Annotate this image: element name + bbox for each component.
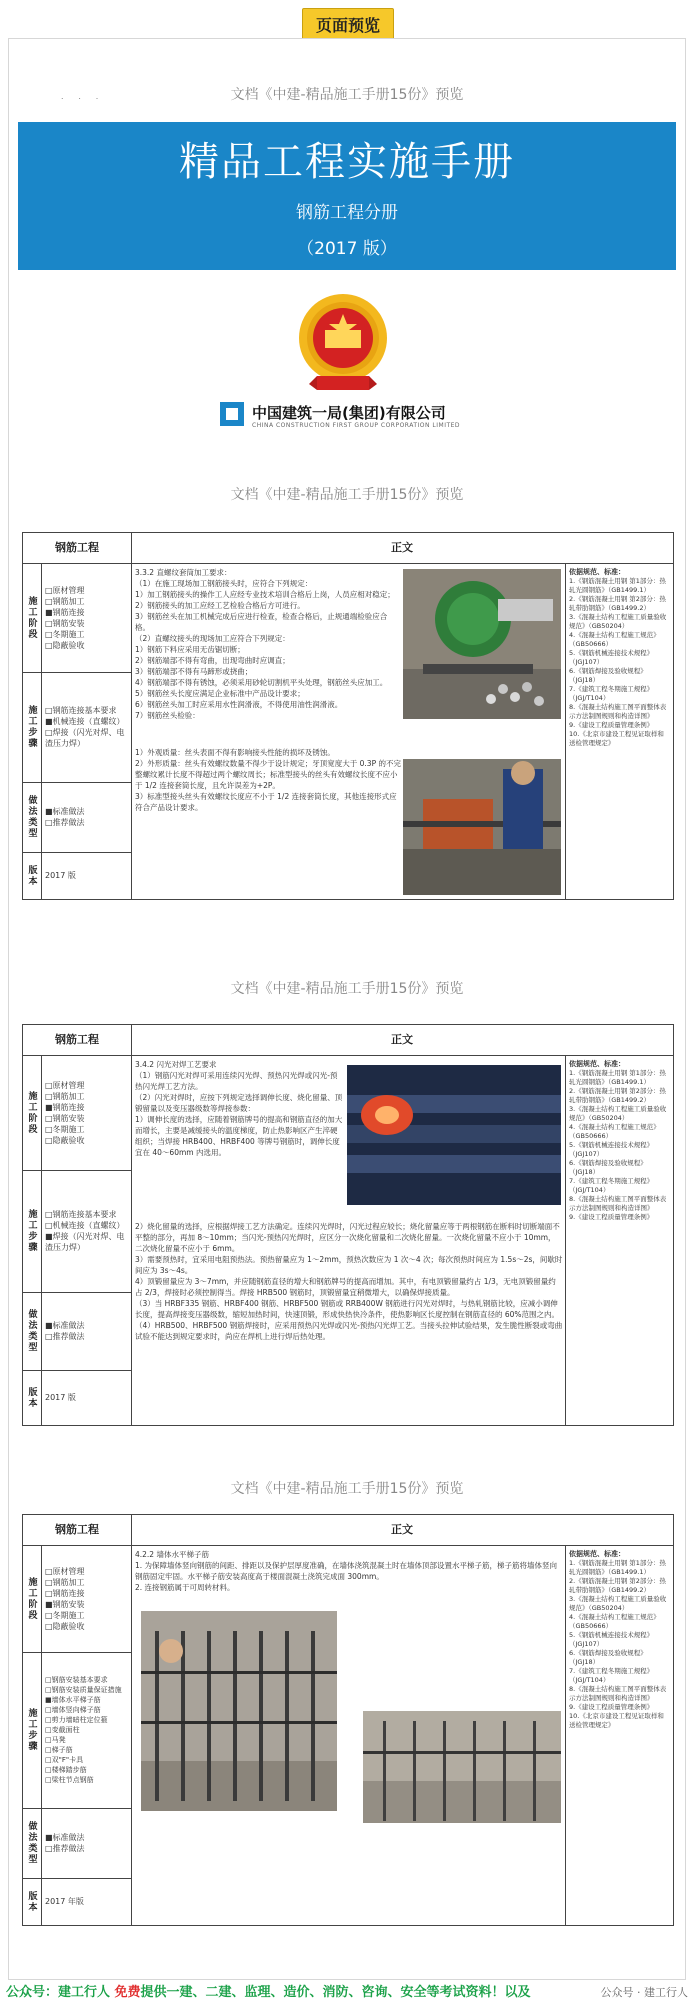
section-label: 做法类型 <box>23 1292 42 1370</box>
paragraph: （2）直螺纹接头的现场加工应符合下列规定： <box>135 634 290 643</box>
list-item: ■钢筋安装 <box>45 1600 85 1609</box>
paragraph: 2）钢筋接头的加工应经工艺检验合格后方可进行。 <box>135 601 305 610</box>
header-category: 钢筋工程 <box>23 1025 132 1055</box>
section-label: 施工步骤 <box>23 1652 42 1808</box>
section-label: 做法类型 <box>23 1808 42 1878</box>
section-items <box>45 1170 129 1292</box>
cscec-logo-icon <box>220 402 244 426</box>
paragraph: 3）钢筋丝头在加工机械完成后应进行检查，检查合格后，止规通端检验应合格。 <box>135 612 388 632</box>
list-item: 2017 年版 <box>45 1897 84 1906</box>
section-items <box>45 1056 129 1170</box>
side-column <box>23 1546 132 1925</box>
header-category: 钢筋工程 <box>23 533 132 563</box>
section-items <box>45 852 129 899</box>
company-logo-block <box>220 402 470 436</box>
list-item: □钢筋连接 <box>45 1589 85 1598</box>
table-header <box>23 1025 673 1056</box>
paragraph: （2）闪光对焊时，应按下列规定选择调伸长度、烧化留量、顶锻留量以及变压器级数等焊接参数： <box>135 1093 343 1113</box>
list-item: □钢筋连接基本要求 <box>45 1210 117 1219</box>
section-items <box>45 1370 129 1425</box>
table-header <box>23 1515 673 1546</box>
list-item: 6.《钢筋焊接及验收规程》（JGJ18） <box>569 1649 647 1666</box>
list-item: 8.《混凝土结构施工图平面整体表示方法制图规则和构造详图》 <box>569 703 667 720</box>
list-item: 10.《北京市建设工程见证取样和送检管理规定》 <box>569 730 664 747</box>
cover-year: （2017 版） <box>297 239 397 259</box>
body-text-top <box>135 567 397 743</box>
list-item: 9.《建设工程质量管理条例》 <box>569 721 654 729</box>
page-caption: 文档《中建-精品施工手册15份》预览 <box>230 87 464 103</box>
list-item: 7.《建筑工程冬期施工规程》（JGJ/T104） <box>569 1177 654 1194</box>
list-item: 5.《钢筋机械连接技术规程》（JGJ107） <box>569 1141 654 1158</box>
list-item: □变截面柱 <box>45 1726 80 1734</box>
section-steps <box>23 1652 131 1809</box>
list-item: 9.《建设工程质量管理条例》 <box>569 1213 654 1221</box>
paragraph: 4）钢筋端部不得有锈蚀，必须采用砂轮切割机平头处理，钢筋丝头应加工。 <box>135 678 388 687</box>
list-item: □墙体竖向梯子筋 <box>45 1706 101 1714</box>
list-item: □原材管理 <box>45 586 85 595</box>
list-item: □推荐做法 <box>45 818 85 827</box>
list-item: □冬期施工 <box>45 1125 85 1134</box>
section-version <box>23 852 131 899</box>
page-caption: 文档《中建-精品施工手册15份》预览 <box>230 981 464 997</box>
paragraph: 2）烧化留量的选择，应根据焊接工艺方法确定。连续闪光焊时，闪光过程应较长；烧化留量应等于两根钢筋在断料时切断端面不平整的部分，再加 8～10mm；当闪光-预热闪光焊时，应区分一次烧化留量和二次烧化留量。一次烧化留量不应小于 10mm，二次烧化留量不应小于 6mm。 <box>135 1222 560 1253</box>
list-item: □冬期施工 <box>45 1611 85 1620</box>
section-items <box>45 782 129 852</box>
section-label: 施工阶段 <box>23 1546 42 1652</box>
paragraph: 2）钢筋端部不得有弯曲，出现弯曲时应调直； <box>135 656 290 665</box>
list-item: ■钢筋连接 <box>45 608 85 617</box>
paragraph: 2）外形质量：丝头有效螺纹数量不得少于设计规定；牙顶宽度大于 0.3P 的不完整螺纹累计长度不得超过两个螺纹周长；标准型接头的丝头有效螺纹长度不应小于 1/2 连接套筒长度，且允许误差为+2P。 <box>135 759 401 790</box>
list-item: 2.《钢筋混凝土用钢 第2部分：热轧带肋钢筋》（GB1499.2） <box>569 1577 666 1594</box>
list-item: □梯子筋 <box>45 1746 73 1754</box>
paragraph: 3.4.2 闪光对焊工艺要求 <box>135 1060 217 1069</box>
promo-footer <box>0 1980 694 2008</box>
list-item: ■标准做法 <box>45 807 85 816</box>
list-item: □原材管理 <box>45 1081 85 1090</box>
list-item: □钢筋加工 <box>45 1092 85 1101</box>
section-items <box>45 1292 129 1370</box>
section-items <box>45 564 129 672</box>
section-stage <box>23 1546 131 1653</box>
paragraph: 3.3.2 直螺纹套筒加工要求： <box>135 568 232 577</box>
promo-free-label: 免费 <box>114 1985 141 2000</box>
list-item: □马凳 <box>45 1736 66 1744</box>
section-label: 施工阶段 <box>23 564 42 672</box>
cover-dots: ˙ ˙ ˙ <box>60 98 105 108</box>
list-item: □隐蔽验收 <box>45 641 85 650</box>
section-type <box>23 1292 131 1371</box>
list-item: 1.《钢筋混凝土用钢 第1部分：热轧光圆钢筋》（GB1499.1） <box>569 1069 666 1086</box>
paragraph: 1）钢筋下料应采用无齿锯切断； <box>135 645 245 654</box>
list-item: 2017 版 <box>45 1393 76 1402</box>
list-item: 6.《钢筋焊接及验收规程》（JGJ18） <box>569 1159 647 1176</box>
section-items <box>45 1652 129 1808</box>
list-item: □机械连接（直螺纹） <box>45 1221 125 1230</box>
list-item: □冬期施工 <box>45 630 85 639</box>
list-item: 8.《混凝土结构施工图平面整体表示方法制图规则和构造详图》 <box>569 1685 667 1702</box>
body-text-bottom <box>135 747 403 837</box>
section-stage <box>23 1056 131 1171</box>
section-version <box>23 1878 131 1925</box>
paragraph: 5）钢筋丝头长度应满足企业标准中产品设计要求； <box>135 689 305 698</box>
list-item: 2017 版 <box>45 871 76 880</box>
paragraph: 4.2.2 墙体水平梯子筋 <box>135 1550 209 1559</box>
reference-standards <box>565 564 671 899</box>
table-header <box>23 533 673 564</box>
company-emblem-icon <box>297 292 389 400</box>
manual-sheet <box>22 1024 674 1426</box>
list-item: 5.《钢筋机械连接技术规程》（JGJ107） <box>569 1631 654 1648</box>
threading-machine-photo <box>403 759 561 895</box>
section-items <box>45 1808 129 1878</box>
section-label: 版本 <box>23 1878 42 1925</box>
list-item: ■标准做法 <box>45 1833 85 1842</box>
list-item: □梁柱节点钢筋 <box>45 1776 94 1784</box>
list-item: ■机械连接（直螺纹） <box>45 717 125 726</box>
flash-butt-welding-photo <box>347 1065 561 1205</box>
body-text-top <box>135 1059 343 1219</box>
section-steps <box>23 1170 131 1293</box>
list-item: □焊接（闪光对焊、电渣压力焊） <box>45 728 125 748</box>
list-item: 7.《建筑工程冬期施工规程》（JGJ/T104） <box>569 1667 654 1684</box>
refs-title: 依据规范、标准： <box>569 568 625 576</box>
header-category: 钢筋工程 <box>23 1515 132 1545</box>
paragraph: （4）HRB500、HRBF500 钢筋焊接时，应采用预热闪光焊或闪光-预热闪光焊工艺。当接头拉伸试验结果，发生脆性断裂或弯曲试验不能达到规定要求时，尚应在焊机上进行焊后热处理。 <box>135 1321 563 1341</box>
list-item: □原材管理 <box>45 1567 85 1576</box>
section-label: 做法类型 <box>23 782 42 852</box>
list-item: ■墙体水平梯子筋 <box>45 1696 101 1704</box>
section-steps <box>23 672 131 783</box>
list-item: 1.《钢筋混凝土用钢 第1部分：热轧光圆钢筋》（GB1499.1） <box>569 577 666 594</box>
section-label: 版本 <box>23 852 42 899</box>
paragraph: 2. 连接钢筋属于可周转材料。 <box>135 1583 235 1592</box>
paragraph: （1）钢筋闪光对焊可采用连续闪光焊、预热闪光焊或闪光-预热闪光焊工艺方法。 <box>135 1071 338 1091</box>
paragraph: （1）在施工现场加工钢筋接头时，应符合下列规定： <box>135 579 313 588</box>
manual-sheet <box>22 1514 674 1926</box>
refs-title: 依据规范、标准： <box>569 1060 625 1068</box>
ladder-bar-detail-photo <box>363 1711 561 1823</box>
section-label: 施工步骤 <box>23 672 42 782</box>
section-items <box>45 1878 129 1925</box>
paragraph: 6）钢筋丝头加工时应采用水性润滑液，不得使用油性润滑液。 <box>135 700 343 709</box>
company-name-en: CHINA CONSTRUCTION FIRST GROUP CORPORATION LIMITED <box>252 422 461 429</box>
list-item: ■标准做法 <box>45 1321 85 1330</box>
wechat-watermark: 公众号 · 建工行人 <box>600 1986 688 1999</box>
list-item: 8.《混凝土结构施工图平面整体表示方法制图规则和构造详图》 <box>569 1195 667 1212</box>
section-version <box>23 1370 131 1425</box>
header-body: 正文 <box>391 1033 413 1046</box>
list-item: □钢筋安装基本要求 <box>45 1676 108 1684</box>
company-name: 中国建筑一局(集团)有限公司 <box>252 404 446 422</box>
paragraph: 1）加工钢筋接头的操作工人应经专业技术培训合格后上岗，人员应相对稳定； <box>135 590 395 599</box>
list-item: ■焊接（闪光对焊、电渣压力焊） <box>45 1232 125 1252</box>
section-label: 施工步骤 <box>23 1170 42 1292</box>
list-item: 6.《钢筋焊接及验收规程》（JGJ18） <box>569 667 647 684</box>
cover-subtitle: 钢筋工程分册 <box>296 203 398 223</box>
paragraph: 3）钢筋端部不得有马蹄形或挠曲； <box>135 667 253 676</box>
promo-prefix: 公众号：建工行人 <box>6 1985 115 2000</box>
section-type <box>23 1808 131 1879</box>
list-item: □双"F"卡具 <box>45 1756 84 1764</box>
list-item: □钢筋加工 <box>45 1578 85 1587</box>
section-type <box>23 782 131 853</box>
paragraph: 1. 为保障墙体竖向钢筋的间距、排距以及保护层厚度准确，在墙体浇筑混凝土时在墙体顶部设置水平梯子筋，梯子筋将墙体竖向钢筋固定牢固。水平梯子筋安装高度高于楼面混凝土浇筑完成面 300mm。 <box>135 1561 558 1581</box>
paragraph: （3）当 HRBF335 钢筋、HRBF400 钢筋、HRBF500 钢筋或 RRB400W 钢筋进行闪光对焊时，与热轧钢筋比较，应减小调伸长度，提高焊接变压器级数，缩短加热时间，快速顶锻，形成快热快冷条件，使热影响区长度控制在钢筋直径的 60%范围之内。 <box>135 1299 560 1319</box>
list-item: 4.《混凝土结构工程施工规范》（GB50666） <box>569 1123 660 1140</box>
list-item: □楼梯踏步筋 <box>45 1766 87 1774</box>
list-item: □推荐做法 <box>45 1844 85 1853</box>
body-text-top <box>135 1549 563 1593</box>
list-item: 3.《混凝土结构工程施工质量验收规范》（GB50204） <box>569 1595 667 1612</box>
section-stage <box>23 564 131 673</box>
list-item: 1.《钢筋混凝土用钢 第1部分：热轧光圆钢筋》（GB1499.1） <box>569 1559 666 1576</box>
page-caption: 文档《中建-精品施工手册15份》预览 <box>230 1481 464 1497</box>
paragraph: 3）需要预热时，宜采用电阻预热法。预热留量应为 1～2mm，预热次数应为 1 次～4 次；每次预热时间应为 1.5s～2s，间歇时间应为 3s～4s。 <box>135 1255 563 1275</box>
list-item: □钢筋连接基本要求 <box>45 706 117 715</box>
body-text-bottom <box>135 1221 563 1421</box>
list-item: □钢筋加工 <box>45 597 85 606</box>
list-item: 9.《建设工程质量管理条例》 <box>569 1703 654 1711</box>
list-item: □隐蔽验收 <box>45 1622 85 1631</box>
wall-rebar-ladder-photo <box>141 1611 337 1811</box>
header-body: 正文 <box>391 1523 413 1536</box>
section-items <box>45 1546 129 1652</box>
list-item: □隐蔽验收 <box>45 1136 85 1145</box>
promo-suffix: 提供一建、二建、监理、造价、消防、咨询、安全等考试资料！以及 <box>140 1985 531 2000</box>
paragraph: 1）调伸长度的选择，应随着钢筋牌号的提高和钢筋直径的加大而增长，主要是减缓接头的温度梯度，防止热影响区产生淬硬组织；当焊接 HRB400、HRBF400 等牌号钢筋时，调伸长度宜在 40～60mm 内选用。 <box>135 1115 343 1157</box>
list-item: 3.《混凝土结构工程施工质量验收规范》（GB50204） <box>569 613 667 630</box>
section-label: 版本 <box>23 1370 42 1425</box>
list-item: □剪力墙暗柱定位箍 <box>45 1716 108 1724</box>
paragraph: 1）外观质量：丝头表面不得有影响接头性能的损坏及锈蚀。 <box>135 748 335 757</box>
header-body: 正文 <box>391 541 413 554</box>
paragraph: 3）标准型接头丝头有效螺纹长度应不小于 1/2 连接套筒长度，其他连接形式应符合产品设计要求。 <box>135 792 397 812</box>
list-item: 7.《建筑工程冬期施工规程》（JGJ/T104） <box>569 685 654 702</box>
paragraph: 4）顶锻留量应为 3～7mm，并应随钢筋直径的增大和钢筋牌号的提高而增加。其中，有电顶锻留量约占 1/3，无电顶锻留量约占 2/3，焊接时必须控制得当。焊接 HRB500 钢筋时，顶锻留量宜稍微增大，以确保焊接质量。 <box>135 1277 556 1297</box>
list-item: 2.《钢筋混凝土用钢 第2部分：热轧带肋钢筋》（GB1499.2） <box>569 595 666 612</box>
list-item: 3.《混凝土结构工程施工质量验收规范》（GB50204） <box>569 1105 667 1122</box>
cutting-machine-photo <box>403 569 561 719</box>
manual-sheet <box>22 532 674 900</box>
list-item: □钢筋安装 <box>45 1114 85 1123</box>
section-items <box>45 672 129 782</box>
list-item: 10.《北京市建设工程见证取样和送检管理规定》 <box>569 1712 664 1729</box>
side-column <box>23 1056 132 1425</box>
list-item: □推荐做法 <box>45 1332 85 1341</box>
list-item: 5.《钢筋机械连接技术规程》（JGJ107） <box>569 649 654 666</box>
refs-title: 依据规范、标准： <box>569 1550 625 1558</box>
list-item: 4.《混凝土结构工程施工规范》（GB50666） <box>569 1613 660 1630</box>
page-preview-badge: 页面预览 <box>302 8 394 44</box>
list-item: 4.《混凝土结构工程施工规范》（GB50666） <box>569 631 660 648</box>
list-item: 2.《钢筋混凝土用钢 第2部分：热轧带肋钢筋》（GB1499.2） <box>569 1087 666 1104</box>
list-item: □钢筋安装 <box>45 619 85 628</box>
page-caption: 文档《中建-精品施工手册15份》预览 <box>230 487 464 503</box>
list-item: ■钢筋连接 <box>45 1103 85 1112</box>
cover-title-band <box>18 122 676 270</box>
section-label: 施工阶段 <box>23 1056 42 1170</box>
reference-standards <box>565 1546 671 1925</box>
side-column <box>23 564 132 899</box>
list-item: □钢筋安装质量保证措施 <box>45 1686 122 1694</box>
reference-standards <box>565 1056 671 1425</box>
paragraph: 7）钢筋丝头检验： <box>135 711 200 720</box>
cover-title: 精品工程实施手册 <box>179 139 515 185</box>
